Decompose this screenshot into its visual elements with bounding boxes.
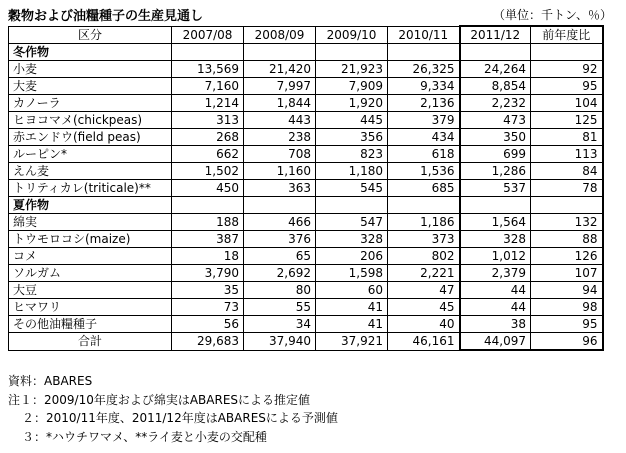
row-label: 大豆 [9,282,172,299]
table-row [9,214,603,231]
row-label: ヒマワリ [9,299,172,316]
value-cell: 38 [460,316,531,333]
value-cell: 443 [244,112,316,129]
value-cell: 113 [531,146,603,163]
row-label: 赤エンドウ(field peas) [9,129,172,146]
value-cell: 802 [388,248,460,265]
table-row [9,78,603,95]
section-label: 夏作物 [9,197,172,214]
value-cell: 2,692 [244,265,316,282]
column-header: 2008/09 [244,26,316,44]
empty-cell [531,197,603,214]
value-cell: 95 [531,316,603,333]
value-cell: 466 [244,214,316,231]
value-cell: 78 [531,180,603,197]
empty-cell [244,44,316,61]
row-label: ヒヨコマメ(chickpeas) [9,112,172,129]
value-cell: 35 [172,282,244,299]
value-cell: 328 [460,231,531,248]
value-cell: 126 [531,248,603,265]
empty-cell [460,197,531,214]
value-cell: 1,214 [172,95,244,112]
value-cell: 56 [172,316,244,333]
value-cell: 8,854 [460,78,531,95]
value-cell: 2,136 [388,95,460,112]
value-cell: 1,180 [316,163,388,180]
value-cell: 445 [316,112,388,129]
value-cell: 45 [388,299,460,316]
value-cell: 94 [531,282,603,299]
value-cell: 26,325 [388,61,460,78]
column-header: 2007/08 [172,26,244,44]
empty-cell [460,44,531,61]
value-cell: 363 [244,180,316,197]
note-2: ２：2010/11年度、2011/12年度はABARESによる予測値 [22,411,338,425]
empty-cell [244,197,316,214]
value-cell: 708 [244,146,316,163]
row-label: えん麦 [9,163,172,180]
value-cell: 18 [172,248,244,265]
value-cell: 7,997 [244,78,316,95]
unit-label: （単位：千トン、％） [492,8,612,22]
value-cell: 81 [531,129,603,146]
value-cell: 40 [388,316,460,333]
value-cell: 376 [244,231,316,248]
value-cell: 107 [531,265,603,282]
column-header: 前年度比 [531,26,603,44]
row-label: 小麦 [9,61,172,78]
value-cell: 1,536 [388,163,460,180]
value-cell: 328 [316,231,388,248]
value-cell: 685 [388,180,460,197]
row-label: カノーラ [9,95,172,112]
value-cell: 2,232 [460,95,531,112]
value-cell: 662 [172,146,244,163]
value-cell: 1,598 [316,265,388,282]
total-value-cell: 96 [531,333,603,351]
table-row [9,129,603,146]
value-cell: 34 [244,316,316,333]
value-cell: 618 [388,146,460,163]
note-1: 注１：2009/10年度および綿実はABARESによる推定値 [8,392,311,407]
value-cell: 44 [460,282,531,299]
total-row [9,333,603,351]
value-cell: 104 [531,95,603,112]
section-row [9,197,603,214]
total-value-cell: 37,921 [316,333,388,351]
column-header: 2011/12 [460,26,531,44]
value-cell: 2,221 [388,265,460,282]
value-cell: 21,923 [316,61,388,78]
table-row [9,316,603,333]
value-cell: 1,012 [460,248,531,265]
value-cell: 1,502 [172,163,244,180]
total-label: 合計 [9,333,172,351]
value-cell: 1,844 [244,95,316,112]
value-cell: 3,790 [172,265,244,282]
value-cell: 73 [172,299,244,316]
total-value-cell: 44,097 [460,333,531,351]
value-cell: 92 [531,61,603,78]
row-label: その他油糧種子 [9,316,172,333]
value-cell: 268 [172,129,244,146]
value-cell: 823 [316,146,388,163]
table-row [9,299,603,316]
row-label: コメ [9,248,172,265]
table-row [9,146,603,163]
table-row [9,112,603,129]
table-row [9,163,603,180]
value-cell: 7,909 [316,78,388,95]
value-cell: 13,569 [172,61,244,78]
total-value-cell: 37,940 [244,333,316,351]
empty-cell [388,44,460,61]
value-cell: 1,160 [244,163,316,180]
value-cell: 473 [460,112,531,129]
value-cell: 699 [460,146,531,163]
value-cell: 98 [531,299,603,316]
table-row [9,265,603,282]
column-header: 2009/10 [316,26,388,44]
value-cell: 60 [316,282,388,299]
empty-cell [388,197,460,214]
section-row [9,44,603,61]
value-cell: 41 [316,299,388,316]
value-cell: 88 [531,231,603,248]
value-cell: 44 [460,299,531,316]
value-cell: 125 [531,112,603,129]
value-cell: 313 [172,112,244,129]
value-cell: 55 [244,299,316,316]
empty-cell [172,197,244,214]
empty-cell [316,197,388,214]
table-row [9,180,603,197]
value-cell: 188 [172,214,244,231]
empty-cell [531,44,603,61]
value-cell: 65 [244,248,316,265]
table-row [9,61,603,78]
value-cell: 206 [316,248,388,265]
value-cell: 537 [460,180,531,197]
table-title: 穀物および油糧種子の生産見通し [8,9,204,24]
total-value-cell: 29,683 [172,333,244,351]
table-row [9,95,603,112]
value-cell: 47 [388,282,460,299]
total-value-cell: 46,161 [388,333,460,351]
value-cell: 1,920 [316,95,388,112]
value-cell: 450 [172,180,244,197]
row-label: トリティカレ(triticale)** [9,180,172,197]
value-cell: 24,264 [460,61,531,78]
value-cell: 84 [531,163,603,180]
row-label: 綿実 [9,214,172,231]
table-row [9,282,603,299]
value-cell: 545 [316,180,388,197]
value-cell: 1,286 [460,163,531,180]
value-cell: 9,334 [388,78,460,95]
value-cell: 373 [388,231,460,248]
column-header: 区分 [9,26,172,44]
value-cell: 434 [388,129,460,146]
production-table [8,25,604,351]
value-cell: 2,379 [460,265,531,282]
row-label: ルーピン* [9,146,172,163]
value-cell: 379 [388,112,460,129]
section-label: 冬作物 [9,44,172,61]
value-cell: 7,160 [172,78,244,95]
value-cell: 238 [244,129,316,146]
value-cell: 1,186 [388,214,460,231]
note-3: ３：*ハウチワマメ、**ライ麦と小麦の交配種 [22,429,267,444]
value-cell: 1,564 [460,214,531,231]
header-row [9,26,603,44]
value-cell: 80 [244,282,316,299]
value-cell: 547 [316,214,388,231]
value-cell: 95 [531,78,603,95]
value-cell: 21,420 [244,61,316,78]
table-row [9,231,603,248]
note-source: 資料：ABARES [8,374,93,388]
row-label: ソルガム [9,265,172,282]
row-label: トウモロコシ(maize) [9,231,172,248]
value-cell: 356 [316,129,388,146]
row-label: 大麦 [9,78,172,95]
value-cell: 41 [316,316,388,333]
value-cell: 387 [172,231,244,248]
value-cell: 132 [531,214,603,231]
empty-cell [316,44,388,61]
notes [8,372,338,446]
value-cell: 350 [460,129,531,146]
empty-cell [172,44,244,61]
table-row [9,248,603,265]
column-header: 2010/11 [388,26,460,44]
